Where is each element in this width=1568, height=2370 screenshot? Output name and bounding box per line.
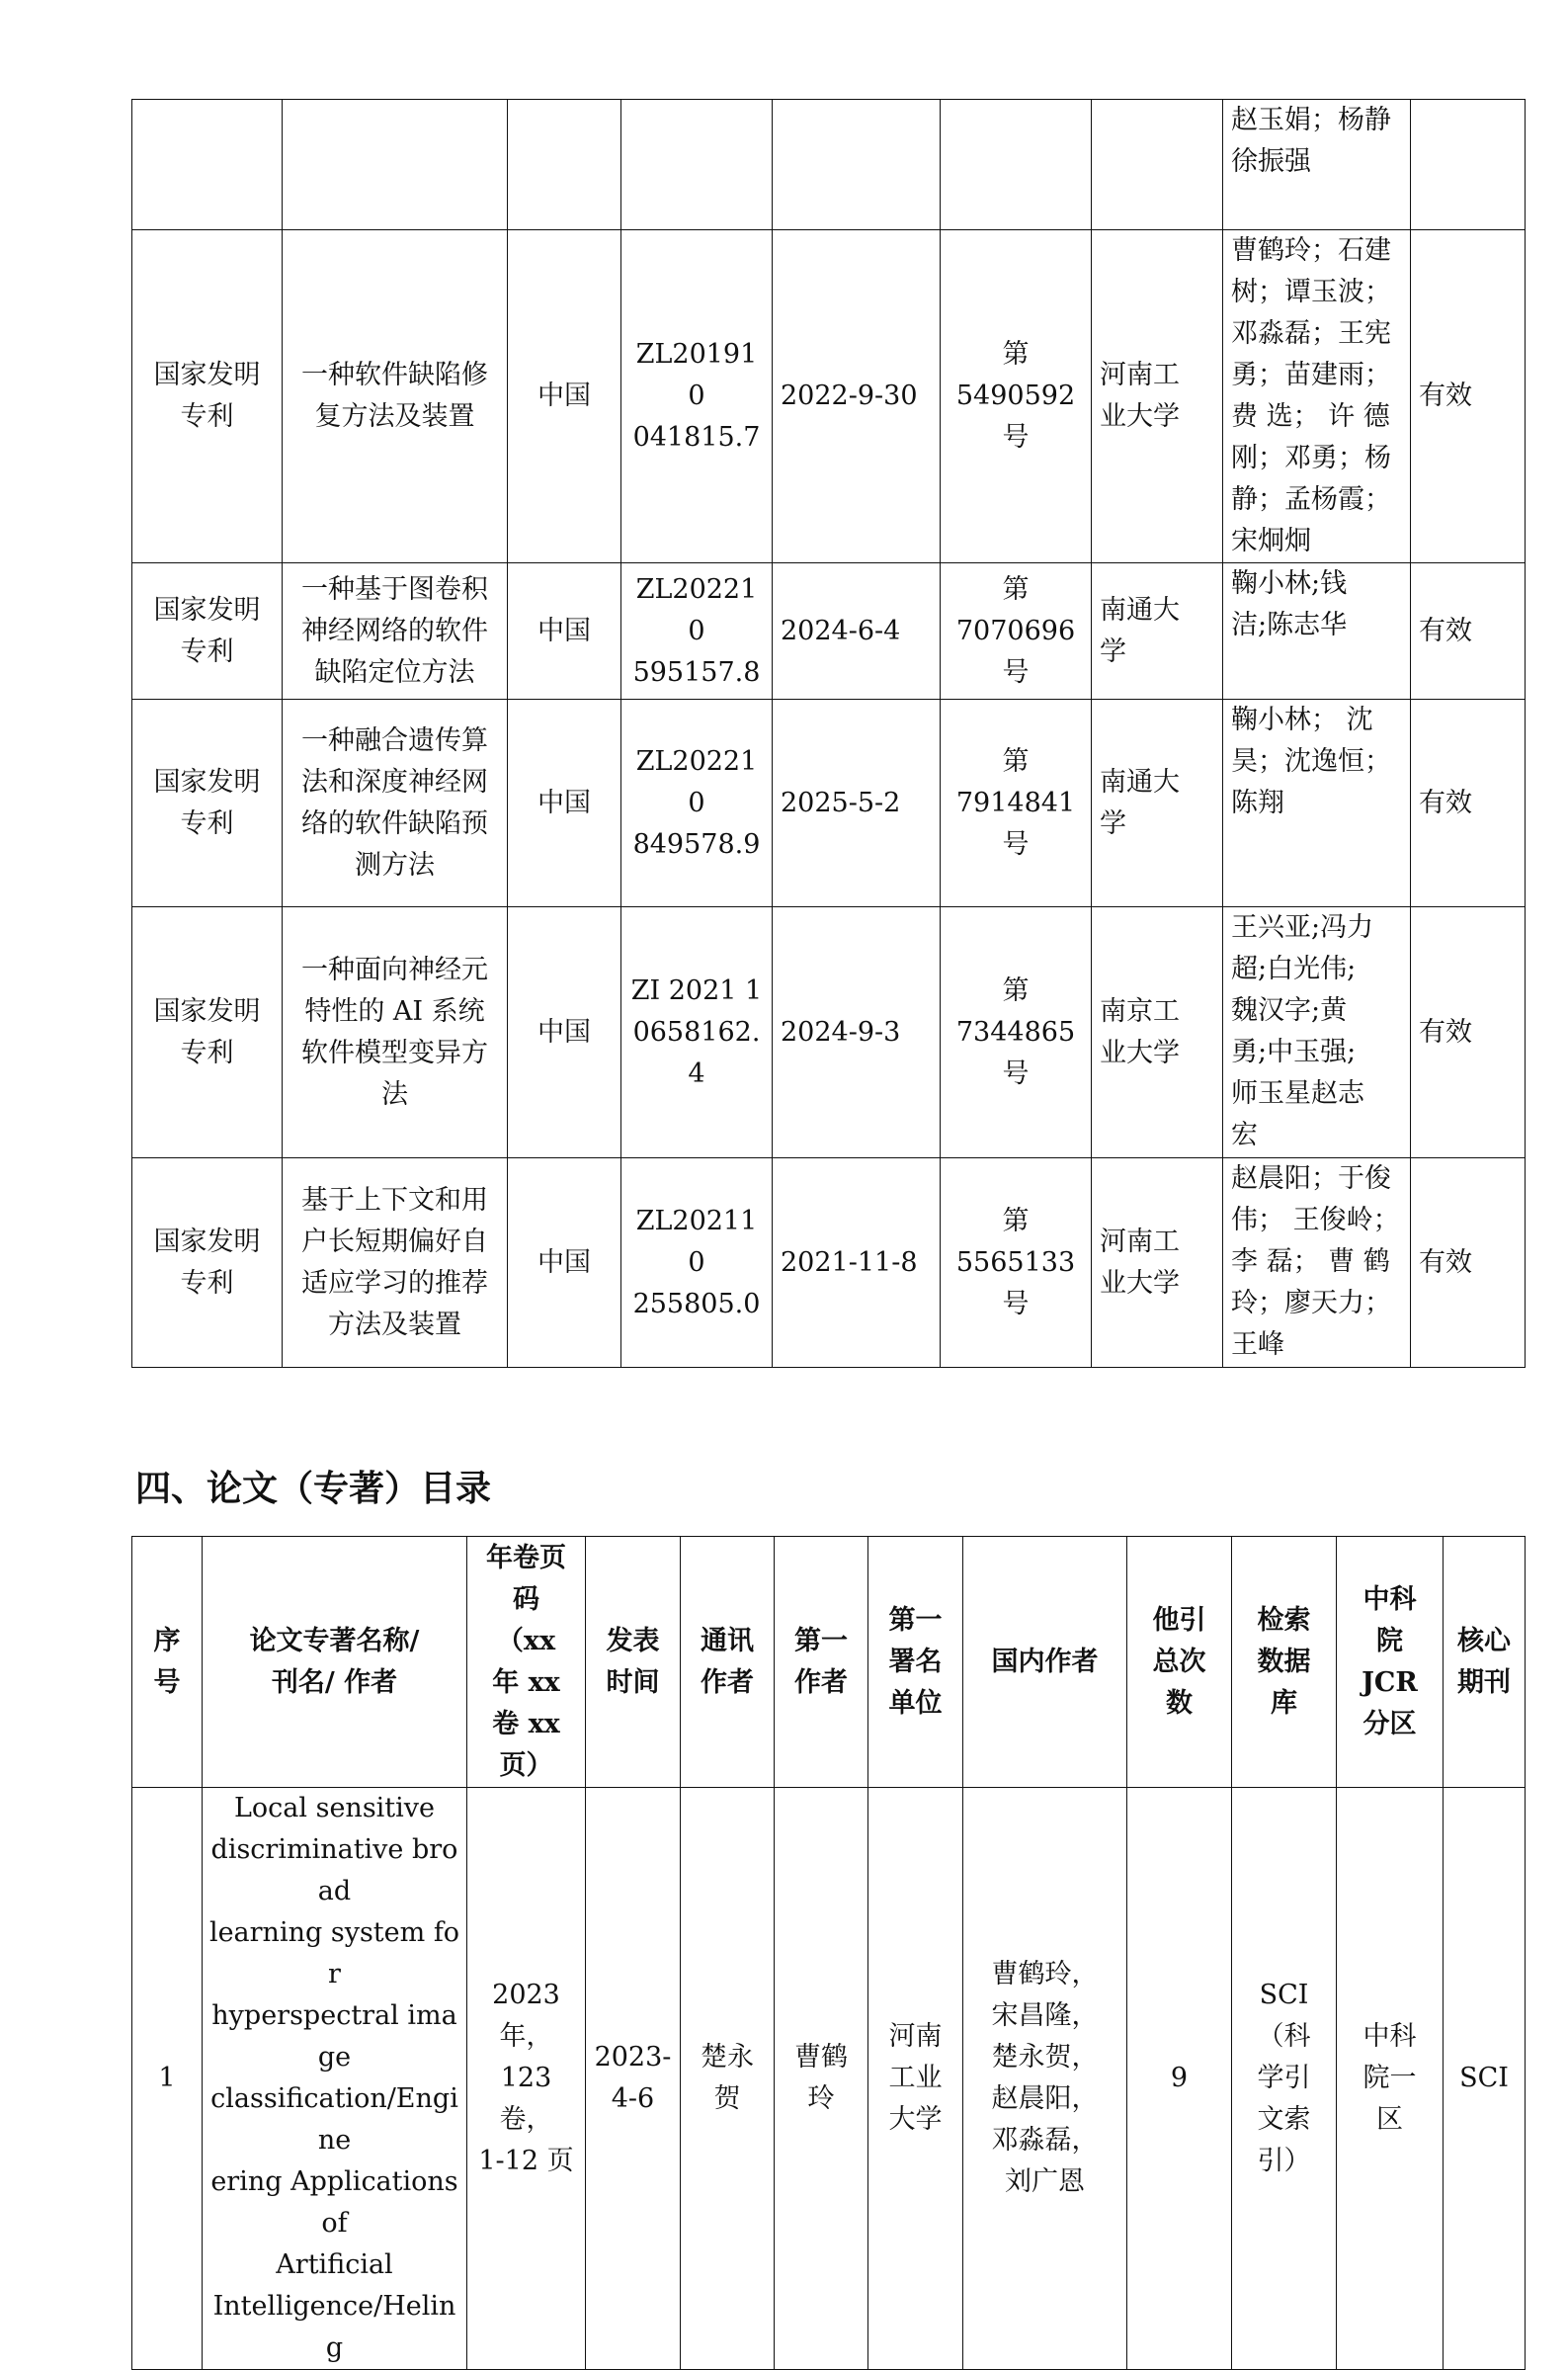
paper-table-header [132,1537,1526,1788]
patent-row [132,907,1526,1158]
patent-cell-type: 国家发明 专利 [132,700,283,907]
header-first-author: 第一 作者 [775,1537,868,1788]
patent-cell-cert: 第 5490592 号 [941,230,1092,563]
patent-cell-holder: 河南工 业大学 [1092,1158,1223,1368]
paper-cell-seq: 1 [132,1788,203,2370]
paper-cell-jcr: 中科 院一 区 [1337,1788,1444,2370]
patent-cell-name: 一种融合遗传算 法和深度神经网 络的软件缺陷预 测方法 [283,700,508,907]
header-date: 发表 时间 [586,1537,681,1788]
patent-cell-status: 有效 [1411,1158,1526,1368]
paper-cell-first_unit: 河南 工业 大学 [868,1788,963,2370]
patent-row [132,700,1526,907]
patent-cell-name: 基于上下文和用 户长短期偏好自 适应学习的推荐 方法及装置 [283,1158,508,1368]
patent-cell-holder [1092,100,1223,230]
patent-cell-date [773,100,941,230]
patent-cell-cert: 第 7914841 号 [941,700,1092,907]
paper-table [131,1536,1526,2370]
patent-row [132,563,1526,700]
patent-row [132,1158,1526,1368]
patent-cell-type: 国家发明 专利 [132,563,283,700]
patent-cell-date: 2024-6-4 [773,563,941,700]
paper-header-row [132,1537,1526,1788]
header-core-journal: 核心 期刊 [1444,1537,1526,1788]
header-jcr: 中科 院 JCR 分区 [1337,1537,1444,1788]
patent-cell-type: 国家发明 专利 [132,230,283,563]
patent-cell-inventors: 鞠小林； 沈 昊；沈逸恒； 陈翔 [1223,700,1411,907]
patent-cell-status: 有效 [1411,230,1526,563]
paper-cell-corresponding: 楚永 贺 [681,1788,775,2370]
patent-table-body [132,100,1526,1368]
patent-cell-country [508,100,621,230]
header-first-unit: 第一 署名 单位 [868,1537,963,1788]
patent-cell-name [283,100,508,230]
patent-cell-date: 2024-9-3 [773,907,941,1158]
patent-cell-country: 中国 [508,907,621,1158]
patent-cell-number: ZL202210 849578.9 [621,700,773,907]
patent-row [132,230,1526,563]
patent-cell-type: 国家发明 专利 [132,907,283,1158]
patent-cell-name: 一种软件缺陷修 复方法及装置 [283,230,508,563]
header-citations: 他引 总次 数 [1127,1537,1232,1788]
header-database: 检索 数据 库 [1232,1537,1337,1788]
patent-cell-holder: 南通大 学 [1092,700,1223,907]
patent-cell-country: 中国 [508,1158,621,1368]
patent-table [131,99,1526,1368]
patent-cell-status: 有效 [1411,563,1526,700]
paper-table-body [132,1788,1526,2370]
patent-cell-country: 中国 [508,563,621,700]
patent-cell-country: 中国 [508,230,621,563]
patent-cell-type [132,100,283,230]
header-title: 论文专著名称/ 刊名/ 作者 [203,1537,467,1788]
patent-cell-status: 有效 [1411,700,1526,907]
patent-cell-date: 2022-9-30 [773,230,941,563]
patent-cell-cert: 第 5565133 号 [941,1158,1092,1368]
patent-row [132,100,1526,230]
paper-cell-core: SCI [1444,1788,1526,2370]
patent-cell-date: 2025-5-2 [773,700,941,907]
patent-cell-number: ZL201910 041815.7 [621,230,773,563]
header-domestic-authors: 国内作者 [963,1537,1127,1788]
paper-cell-domestic: 曹鹤玲， 宋昌隆， 楚永贺， 赵晨阳， 邓淼磊， 刘广恩 [963,1788,1127,2370]
patent-cell-holder: 南京工 业大学 [1092,907,1223,1158]
patent-cell-inventors: 赵玉娟；杨静 徐振强 [1223,100,1411,230]
paper-cell-citations: 9 [1127,1788,1232,2370]
patent-cell-number [621,100,773,230]
header-corresponding-author: 通讯 作者 [681,1537,775,1788]
patent-cell-inventors: 鞠小林;钱 洁;陈志华 [1223,563,1411,700]
patent-cell-name: 一种基于图卷积 神经网络的软件 缺陷定位方法 [283,563,508,700]
patent-cell-cert: 第 7344865 号 [941,907,1092,1158]
patent-cell-cert [941,100,1092,230]
patent-cell-holder: 南通大 学 [1092,563,1223,700]
patent-cell-type: 国家发明 专利 [132,1158,283,1368]
paper-cell-volume: 2023 年， 123 卷， 1-12 页 [467,1788,586,2370]
paper-row [132,1788,1526,2370]
patent-cell-date: 2021-11-8 [773,1158,941,1368]
patent-cell-holder: 河南工 业大学 [1092,230,1223,563]
patent-cell-number: ZL202210 595157.8 [621,563,773,700]
paper-cell-date: 2023- 4-6 [586,1788,681,2370]
paper-cell-title: Local sensitive discriminative broad learning system for hyperspectral image classification/Engine ering Applications of Artificial Intelligence/Heling [203,1788,467,2370]
patent-cell-number: ZL202110 255805.0 [621,1158,773,1368]
patent-cell-inventors: 曹鹤玲；石建 树；谭玉波； 邓淼磊；王宪 勇；苗建雨； 费 选； 许 德 刚；邓勇；杨 静；孟杨霞； 宋炯炯 [1223,230,1411,563]
paper-cell-first_author: 曹鹤 玲 [775,1788,868,2370]
section-heading: 四、论文（专著）目录 [135,1468,492,1509]
patent-cell-country: 中国 [508,700,621,907]
patent-cell-status: 有效 [1411,907,1526,1158]
patent-cell-inventors: 赵晨阳；于俊 伟； 王俊岭； 李 磊； 曹 鹤 玲；廖天力； 王峰 [1223,1158,1411,1368]
patent-cell-number: ZI 2021 1 0658162.4 [621,907,773,1158]
header-volume: 年卷页 码 （xx 年 xx 卷 xx 页） [467,1537,586,1788]
header-seq: 序 号 [132,1537,203,1788]
patent-cell-inventors: 王兴亚;冯力 超;白光伟; 魏汉字;黄 勇;中玉强; 师玉星赵志 宏 [1223,907,1411,1158]
paper-cell-database: SCI （科 学引 文索 引） [1232,1788,1337,2370]
patent-cell-cert: 第 7070696 号 [941,563,1092,700]
patent-cell-status [1411,100,1526,230]
patent-cell-name: 一种面向神经元 特性的 AI 系统 软件模型变异方 法 [283,907,508,1158]
